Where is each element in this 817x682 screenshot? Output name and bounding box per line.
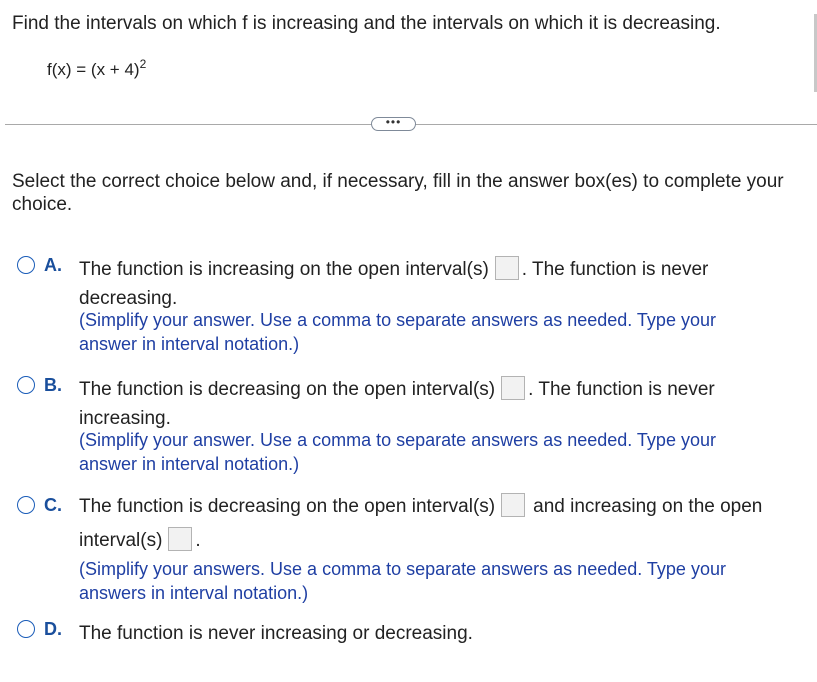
answer-box-c-increasing[interactable]	[168, 527, 192, 551]
choice-c-text-after: and increasing on the open	[533, 496, 763, 517]
radio-button-d[interactable]	[17, 620, 35, 638]
choice-b-text	[79, 375, 715, 433]
choice-c-line2-text: interval(s)	[79, 530, 163, 551]
choice-c-hint	[79, 557, 726, 605]
choice-a-hint	[79, 308, 716, 356]
choice-d-text	[79, 619, 473, 648]
choice-letter-a: A.	[44, 255, 62, 275]
answer-box-b[interactable]	[501, 376, 525, 400]
formula	[47, 59, 146, 81]
choice-b-hint-line1: (Simplify your answer. Use a comma to separate answers as needed. Type your	[79, 430, 716, 450]
choice-c-line2-period: .	[195, 530, 201, 551]
choice-a-line1	[79, 255, 708, 284]
question-prompt: Find the intervals on which f is increasing and the intervals on which it is decreasing.	[12, 13, 721, 34]
choice-a-text-before: The function is increasing on the open interval(s)	[79, 259, 489, 280]
radio-button-b[interactable]	[17, 376, 35, 394]
radio-button-c[interactable]	[17, 496, 35, 514]
formula-base: f(x) = (x + 4)	[47, 60, 140, 79]
instructions: Select the correct choice below and, if necessary, fill in the answer box(es) to complete your choice.	[12, 171, 784, 215]
choice-c-hint-line2: answers in interval notation.)	[79, 583, 309, 603]
choice-c-hint-line1: (Simplify your answers. Use a comma to separate answers as needed. Type your	[79, 559, 726, 579]
choice-c-text	[79, 490, 762, 558]
answer-box-c-decreasing[interactable]	[501, 493, 525, 517]
radio-button-a[interactable]	[17, 256, 35, 274]
choice-c-line1	[79, 490, 762, 524]
choice-a-text-after: . The function is never	[521, 259, 709, 280]
choice-letter-c: C.	[44, 495, 62, 515]
choice-b-text-before: The function is decreasing on the open interval(s)	[79, 379, 496, 400]
choice-c-text-before: The function is decreasing on the open interval(s)	[79, 496, 496, 517]
choice-letter-b: B.	[44, 375, 62, 395]
choice-b-text-after: . The function is never	[528, 379, 715, 400]
choice-b-hint-line2: answer in interval notation.)	[79, 454, 300, 474]
more-button[interactable]: •••	[371, 117, 416, 131]
choice-a-hint-line2: answer in interval notation.)	[79, 334, 300, 354]
choice-a-hint-line1: (Simplify your answer. Use a comma to separate answers as needed. Type your	[79, 310, 716, 330]
choice-b-hint	[79, 428, 716, 476]
choice-d-line1: The function is never increasing or decreasing.	[79, 623, 473, 644]
choice-b-line1	[79, 375, 715, 404]
choice-letter-d: D.	[44, 619, 62, 639]
choice-c-line2	[79, 524, 762, 558]
choice-a-line2: decreasing.	[79, 288, 178, 309]
formula-exponent: 2	[139, 57, 147, 71]
answer-box-a[interactable]	[495, 256, 519, 280]
choice-b-line2: increasing.	[79, 408, 171, 429]
choice-a-text	[79, 255, 708, 313]
